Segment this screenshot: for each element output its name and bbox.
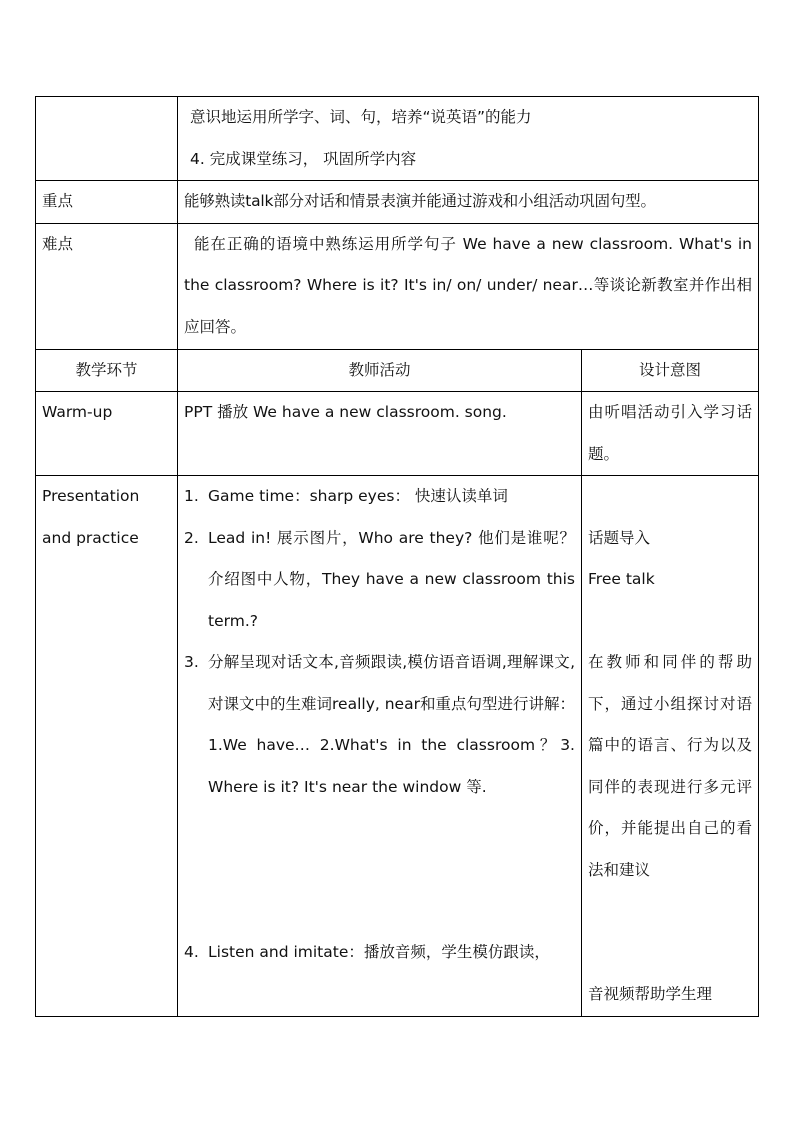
intent-spacer: [588, 476, 752, 518]
step-number: 1.: [184, 487, 199, 505]
intent-free-talk: Free talk: [588, 570, 655, 588]
lesson-plan-page: [35, 96, 758, 1017]
header-design-intent: 设计意图: [582, 349, 759, 392]
step-text: Lead in! 展示图片，Who are they? 他们是谁呢？介绍图中人物，They have a new classroom this term.?: [208, 528, 575, 630]
step-number: 3.: [184, 653, 199, 671]
difficulty-row: [36, 223, 759, 349]
objectives-cell: [178, 97, 759, 181]
activity-steps-list: [184, 476, 575, 974]
header-teacher-activity: 教师活动: [178, 349, 582, 392]
intent-spacer: [588, 601, 752, 643]
activity-step: [184, 932, 575, 974]
objective-line-1: 意识地运用所学字、词、句，培养“说英语”的能力: [190, 108, 532, 126]
step-text: Listen and imitate：播放音频，学生模仿跟读，: [208, 943, 550, 961]
step-number: 2.: [184, 528, 199, 547]
activity-step-spacer: [184, 808, 575, 932]
presentation-activities: [178, 476, 582, 1017]
presentation-intent: [582, 476, 759, 1017]
key-point-row: [36, 181, 759, 224]
objective-line-2: 4. 完成课堂练习， 巩固所学内容: [190, 149, 417, 168]
objectives-label-cell: [36, 97, 178, 181]
activity-step: [184, 518, 575, 643]
activity-step: [184, 476, 575, 518]
lesson-plan-table: [35, 96, 759, 1017]
warmup-activity: PPT 播放 We have a new classroom. song.: [178, 392, 582, 476]
difficulty-text: 能在正确的语境中熟练运用所学句子 We have a new classroom. What's in the classroom? Where is it? It's in/ on/ under/ near…等谈论新教室并作出相应回答。: [178, 223, 759, 349]
activity-step: [184, 642, 575, 808]
intent-group-evaluation: 在教师和同伴的帮助下，通过小组探讨对语篇中的语言、行为以及同伴的表现进行多元评价，并能提出自己的看法和建议: [588, 653, 752, 879]
warmup-stage: Warm-up: [36, 392, 178, 476]
step-number: 4.: [184, 943, 199, 961]
intent-topic-intro: 话题导入: [588, 528, 651, 547]
objectives-row: [36, 97, 759, 181]
intent-spacer: [588, 891, 752, 974]
warmup-row: [36, 392, 759, 476]
step-text: 分解呈现对话文本,音频跟读,模仿语音语调,理解课文,对课文中的生难词really, near和重点句型进行讲解：1.We have… 2.What's in the classroom？3. Where is it? It's near the window 等.: [208, 653, 575, 796]
table-header-row: [36, 349, 759, 392]
presentation-row: [36, 476, 759, 1017]
warmup-intent: 由听唱活动引入学习话题。: [582, 392, 759, 476]
key-point-label: 重点: [36, 181, 178, 224]
presentation-stage: Presentation and practice: [36, 476, 178, 1017]
intent-audio-video: 音视频帮助学生理: [588, 985, 713, 1003]
step-text: Game time：sharp eyes： 快速认读单词: [208, 487, 508, 505]
key-point-text: 能够熟读talk部分对话和情景表演并能通过游戏和小组活动巩固句型。: [178, 181, 759, 224]
header-stage: 教学环节: [36, 349, 178, 392]
difficulty-label: 难点: [36, 223, 178, 349]
